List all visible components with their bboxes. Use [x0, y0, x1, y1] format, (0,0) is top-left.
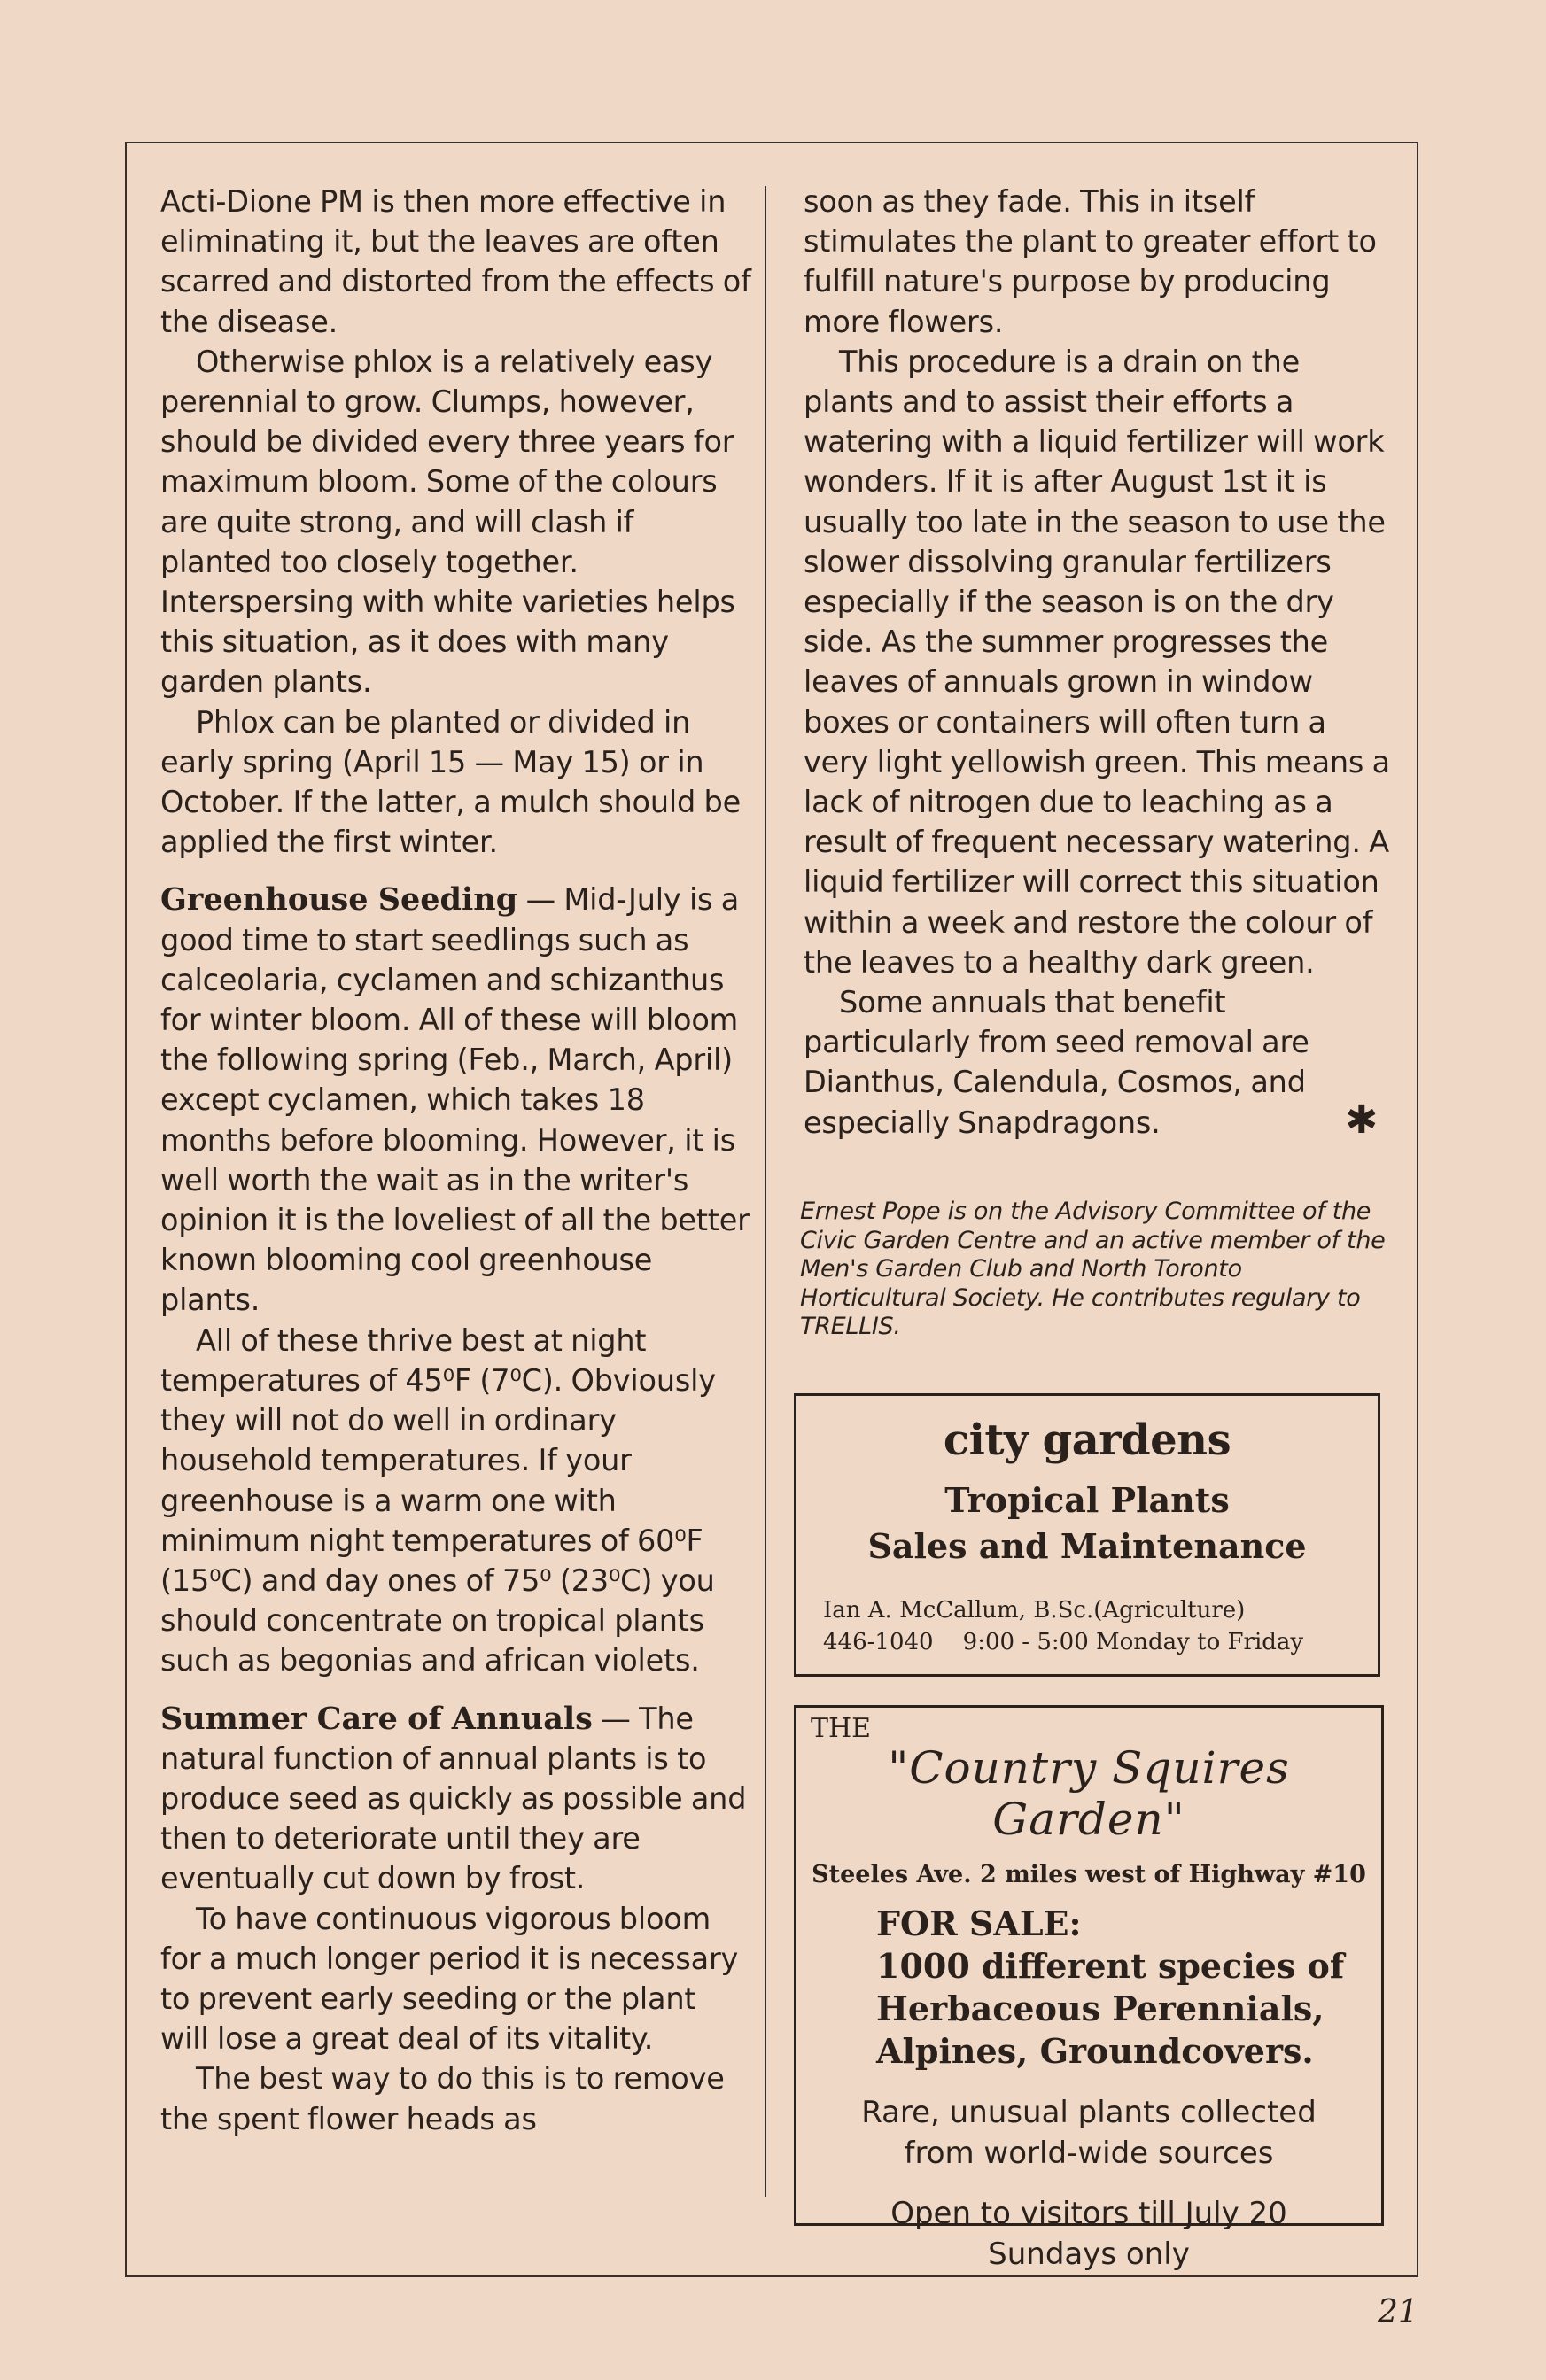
author-byline: Ernest Pope is on the Advisory Committee of the Civic Garden Centre and an active member of the Men's Garden Club and North Toronto Horticultural Society. He contributes regulary to TRELLIS.	[800, 1198, 1386, 1340]
ad-rare-line: Rare, unusual plants collected	[861, 2095, 1317, 2130]
ad-contact-name: Ian A. McCallum, B.Sc.(Agriculture)	[823, 1597, 1246, 1624]
ad-address: Steeles Ave. 2 miles west of Highway #10	[812, 1861, 1366, 1888]
section-heading: Greenhouse Seeding	[160, 881, 518, 919]
city-gardens-ad	[794, 1393, 1380, 1677]
right-column	[804, 182, 1397, 1143]
ad-title: "Country Squires Garden"	[888, 1742, 1290, 1845]
ad-tagline	[796, 1477, 1378, 1570]
ad-for-sale	[876, 1903, 1381, 2073]
ad-open-line: Open to visitors till July 20	[890, 2196, 1287, 2231]
ad-contact-line	[823, 1626, 1378, 1658]
paragraph: Otherwise phlox is a relatively easy perennial to grow. Clumps, however, should be divided every three years for maximum bloom. Some of the colours are quite strong, and will clash if planted too closely together. Interspersing with white varieties helps this situation, as it does with many garden plants.	[160, 344, 735, 700]
paragraph-final	[804, 982, 1397, 1143]
ad-sale-line: Alpines, Groundcovers.	[876, 2031, 1314, 2071]
ad-opening-hours	[796, 2193, 1381, 2275]
paragraph: To have continuous vigorous bloom for a much longer period it is necessary to prevent early seeding or the plant will lose a great deal of its vitality.	[160, 1901, 739, 2057]
section-heading: Summer Care of Annuals	[160, 1700, 593, 1737]
ad-contact	[823, 1594, 1378, 1658]
paragraph-text: Some annuals that benefit particularly from seed removal are Dianthus, Calendula, Cosmos, and especially Snapdragons.	[804, 985, 1309, 1140]
ad-sale-line: FOR SALE:	[876, 1903, 1082, 1943]
page-number: 21	[1378, 2294, 1418, 2330]
ad-sale-line: Herbaceous Perennials,	[876, 1989, 1325, 2028]
paragraph: This procedure is a drain on the plants and to assist their efforts a watering with a liquid fertilizer will work wonders. If it is after August 1st it is usually too late in the season to use the slower dissolving granular fertilizers especially if the season is on the dry side. As the summer progresses the leaves of annuals grown in window boxes or containers will often turn a very light yellowish green. This means a lack of nitrogen due to leaching as a result of frequent necessary watering. A liquid fertilizer will correct this situation within a week and restore the colour of the leaves to a healthy dark green.	[804, 344, 1390, 980]
section-text: — The natural function of annual plants is to produce seed as quickly as possible and then to deteriorate until they are eventually cut down by frost.	[160, 1701, 747, 1896]
ad-tagline-line: Sales and Maintenance	[867, 1526, 1307, 1566]
section-greenhouse-seeding	[160, 880, 752, 1320]
ad-rare-plants	[796, 2092, 1381, 2174]
ad-phone: 446-1040	[823, 1629, 934, 1655]
paragraph: soon as they fade. This in itself stimulates the plant to greater effort to fulfill nature's purpose by producing more flowers.	[804, 184, 1377, 339]
ad-the: THE	[811, 1713, 872, 1744]
ad-brand: city gardens	[943, 1415, 1231, 1465]
ad-tagline-line: Tropical Plants	[944, 1480, 1230, 1520]
paragraph: Phlox can be planted or divided in early spring (April 15 — May 15) or in October. If the latter, a mulch should be applied the first winter.	[160, 704, 741, 860]
left-column	[160, 182, 752, 2139]
ad-open-line: Sundays only	[988, 2237, 1190, 2272]
section-text: — Mid-July is a good time to start seedlings such as calceolaria, cyclamen and schizanthus for winter bloom. All of these will bloom the following spring (Feb., March, April) except cyclamen, which takes 18 months before blooming. However, it is well worth the wait as in the writer's opinion it is the loveliest of all the better known blooming cool greenhouse plants.	[160, 882, 750, 1318]
paragraph: The best way to do this is to remove the spent flower heads as	[160, 2061, 725, 2136]
ad-hours: 9:00 - 5:00 Monday to Friday	[962, 1629, 1304, 1655]
ad-sale-line: 1000 different species of	[876, 1946, 1345, 1986]
end-of-article-star-icon: ✱	[1345, 1097, 1378, 1143]
ad-rare-line: from world-wide sources	[904, 2136, 1274, 2171]
paragraph: Acti-Dione PM is then more effective in eliminating it, but the leaves are often scarred and distorted from the effects of the disease.	[160, 184, 751, 339]
column-divider	[765, 186, 766, 2197]
country-squires-garden-ad	[794, 1705, 1384, 2272]
section-summer-care	[160, 1699, 752, 1899]
paragraph: All of these thrive best at night temperatures of 45⁰F (7⁰C). Obviously they will not do well in ordinary household temperatures. If your greenhouse is a warm one with minimum night temperatures of 60⁰F (15⁰C) and day ones of 75⁰ (23⁰C) you should concentrate on tropical plants such as begonias and african violets.	[160, 1322, 716, 1678]
